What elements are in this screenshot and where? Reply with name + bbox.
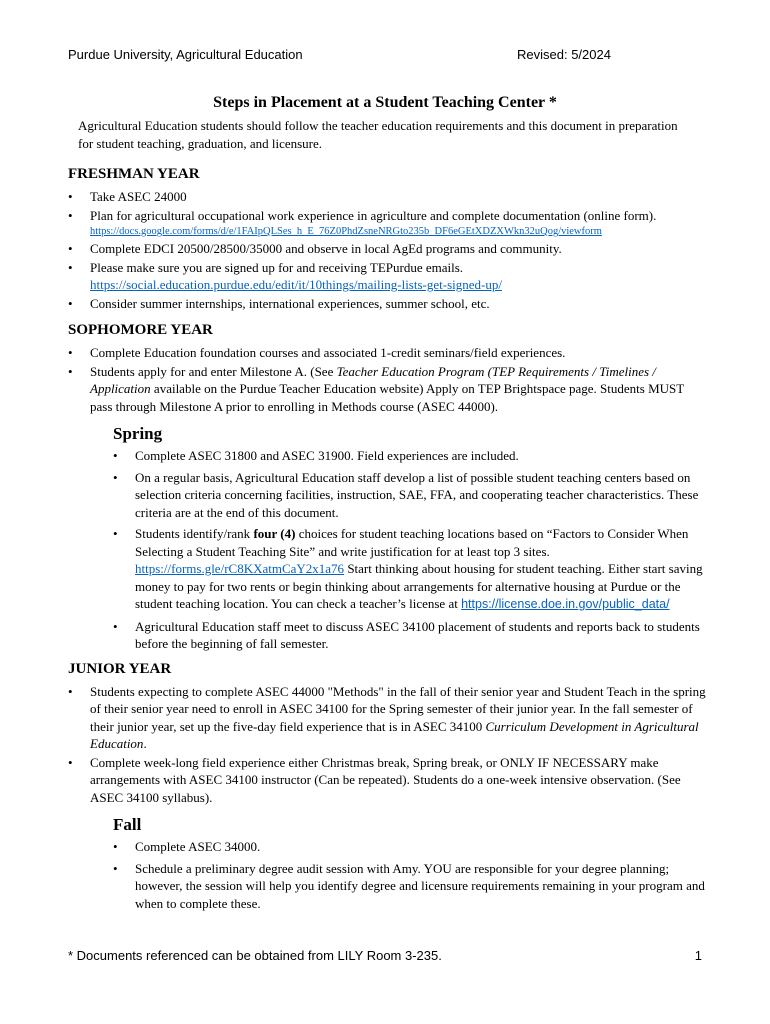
document-body bbox=[68, 164, 708, 918]
list-item: • Please make sure you are signed up for and receiving TEPurdue emails. https://social.education.purdue.edu/edit/it/10things/mailing-lists-get-signed-up/ bbox=[68, 259, 708, 294]
spring-heading: Spring bbox=[113, 424, 163, 443]
freshman-section bbox=[68, 164, 708, 312]
sophomore-list bbox=[68, 344, 708, 415]
freshman-heading: FRESHMAN YEAR bbox=[68, 166, 200, 182]
page-footer bbox=[68, 948, 708, 963]
tepurdue-mailing-link[interactable]: https://social.education.purdue.edu/edit/it/10things/mailing-lists-get-signed-up/ bbox=[90, 277, 502, 292]
license-lookup-link[interactable]: https://license.doe.in.gov/public_data/ bbox=[461, 597, 670, 611]
header-institution: Purdue University, Agricultural Education bbox=[68, 47, 303, 62]
list-item: • On a regular basis, Agricultural Education staff develop a list of possible student teaching centers based on selection criteria concerning facilities, instruction, SAE, FFA, and cooperating teacher characteristics. These criteria are at the end of this document. bbox=[113, 469, 708, 522]
page-number: 1 bbox=[694, 948, 702, 963]
fall-heading: Fall bbox=[113, 815, 142, 834]
google-form-link[interactable]: https://docs.google.com/forms/d/e/1FAIpQLSes_h_E_76Z0PhdZsneNRGto235b_DF6eGEtXDZXWkn32uQog/viewform bbox=[90, 226, 602, 237]
list-item: • Schedule a preliminary degree audit session with Amy. YOU are responsible for your degree planning; however, the session will help you identify degree and licensure requirements remaining in your program and when to complete these. bbox=[113, 860, 708, 913]
junior-section bbox=[68, 659, 708, 913]
list-item: • Plan for agricultural occupational work experience in agriculture and complete documentation (online form). https://docs.google.com/forms/d/e/1FAIpQLSes_h_E_76Z0PhdZsneNRGto235b_DF6eGEtXDZXWkn32uQog/viewform bbox=[68, 207, 708, 240]
list-item: • Students identify/rank four (4) choices for student teaching locations based on “Factors to Consider When Selecting a Student Teaching Site” and write justification for at least top 3 sites. https://forms.gle/rC8KXatmCaY2x1a76 Start thinking about housing for student teaching. Either start saving money to pay for two rents or begin thinking about arrangements for alternative housing at Purdue or the student teaching location. You can check a teacher’s license at https://license.doe.in.gov/public_data/ bbox=[113, 525, 708, 614]
sophomore-section bbox=[68, 320, 708, 653]
ranking-form-link[interactable]: https://forms.gle/rC8KXatmCaY2x1a76 bbox=[135, 561, 345, 576]
junior-heading: JUNIOR YEAR bbox=[68, 660, 172, 677]
list-item: • Complete EDCI 20500/28500/35000 and observe in local AgEd programs and community. bbox=[68, 240, 708, 258]
freshman-list bbox=[68, 188, 708, 312]
document-title: Steps in Placement at a Student Teaching Center * bbox=[213, 94, 557, 111]
footer-note: * Documents referenced can be obtained from LILY Room 3-235. bbox=[68, 948, 442, 963]
intro-paragraph: Agricultural Education students should follow the teacher education requirements and this document in preparation for student teaching, graduation, and licensure. bbox=[78, 118, 678, 151]
list-item: • Complete Education foundation courses and associated 1-credit seminars/field experiences. bbox=[68, 344, 708, 362]
list-item: • Students expecting to complete ASEC 44000 "Methods" in the fall of their senior year and Student Teach in the spring of their senior year need to enroll in ASEC 34100 for the Spring semester of their junior year. In the fall semester of their junior year, set up the five-day field experience that is in ASEC 34100 Curriculum Development in Agricultural Education. bbox=[68, 683, 708, 753]
fall-list bbox=[113, 838, 708, 912]
list-item: • Agricultural Education staff meet to discuss ASEC 34100 placement of students and reports back to students before the beginning of fall semester. bbox=[113, 618, 708, 653]
spring-list bbox=[113, 447, 708, 653]
list-item: • Consider summer internships, international experiences, summer school, etc. bbox=[68, 295, 708, 313]
header-revised-date: Revised: 5/2024 bbox=[517, 47, 611, 62]
list-item: • Complete ASEC 31800 and ASEC 31900. Field experiences are included. bbox=[113, 447, 708, 465]
sophomore-heading: SOPHOMORE YEAR bbox=[68, 322, 213, 338]
list-item: • Complete ASEC 34000. bbox=[113, 838, 708, 856]
list-item: • Complete week-long field experience either Christmas break, Spring break, or ONLY IF NECESSARY make arrangements with ASEC 34100 instructor (Can be repeated). Students do a one-week intensive observation. (See ASEC 34100 syllabus). bbox=[68, 754, 708, 807]
junior-list bbox=[68, 683, 708, 807]
list-item: • Take ASEC 24000 bbox=[68, 188, 708, 206]
list-item: • Students apply for and enter Milestone A. (See Teacher Education Program (TEP Requirements / Timelines / Application available on the Purdue Teacher Education website) Apply on TEP Brightspace page. Students MUST pass through Milestone A prior to enrolling in Methods course (ASEC 44000). bbox=[68, 363, 708, 416]
